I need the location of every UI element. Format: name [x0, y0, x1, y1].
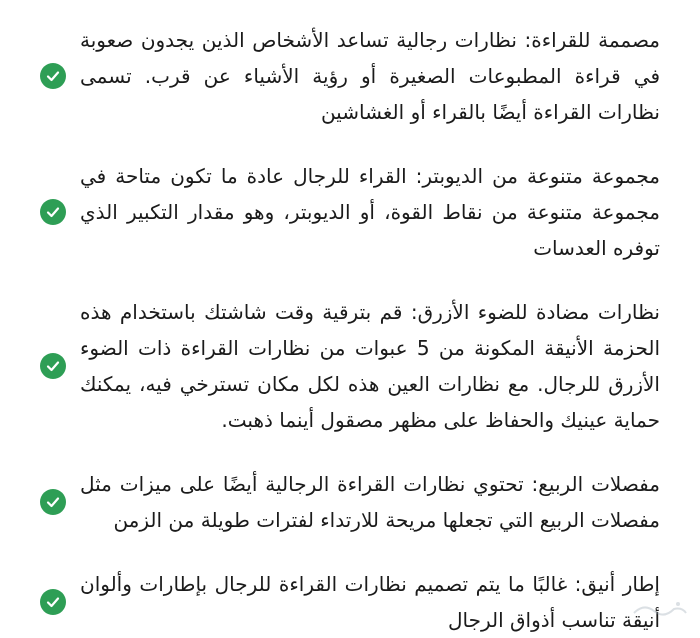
check-circle-icon — [40, 589, 66, 615]
feature-text: إطار أنيق: غالبًا ما يتم تصميم نظارات القراءة للرجال بإطارات وألوان أنيقة تناسب أذواق الرجال — [80, 572, 660, 632]
feature-item — [40, 466, 660, 538]
feature-item — [40, 158, 660, 266]
feature-item — [40, 566, 660, 638]
feature-text: مفصلات الربيع: تحتوي نظارات القراءة الرجالية أيضًا على ميزات مثل مفصلات الربيع التي تجعلها مريحة للارتداء لفترات طويلة من الزمن — [80, 472, 660, 532]
check-circle-icon — [40, 63, 66, 89]
check-circle-icon — [40, 353, 66, 379]
feature-text: نظارات مضادة للضوء الأزرق: قم بترقية وقت شاشتك باستخدام هذه الحزمة الأنيقة المكونة من 5 عبوات من نظارات القراءة ذات الضوء الأزرق للرجال. مع نظارات العين هذه لكل مكان تسترخي فيه، يمكنك حماية عينيك والحفاظ على مظهر مصقول أينما ذهبت. — [80, 300, 661, 432]
feature-text: مصممة للقراءة: نظارات رجالية تساعد الأشخاص الذين يجدون صعوبة في قراءة المطبوعات الصغيرة أو رؤية الأشياء عن قرب. تسمى نظارات القراءة أيضًا بالقراء أو الغشاشين — [80, 28, 660, 124]
watermark-logo — [630, 597, 690, 621]
check-circle-icon — [40, 199, 66, 225]
check-circle-icon — [40, 489, 66, 515]
feature-item — [40, 22, 660, 130]
feature-list — [40, 22, 660, 638]
feature-text: مجموعة متنوعة من الديوبتر: القراء للرجال عادة ما تكون متاحة في مجموعة متنوعة من نقاط القوة، أو الديوبتر، وهو مقدار التكبير الذي توفره العدسات — [80, 164, 660, 260]
feature-item — [40, 294, 660, 438]
